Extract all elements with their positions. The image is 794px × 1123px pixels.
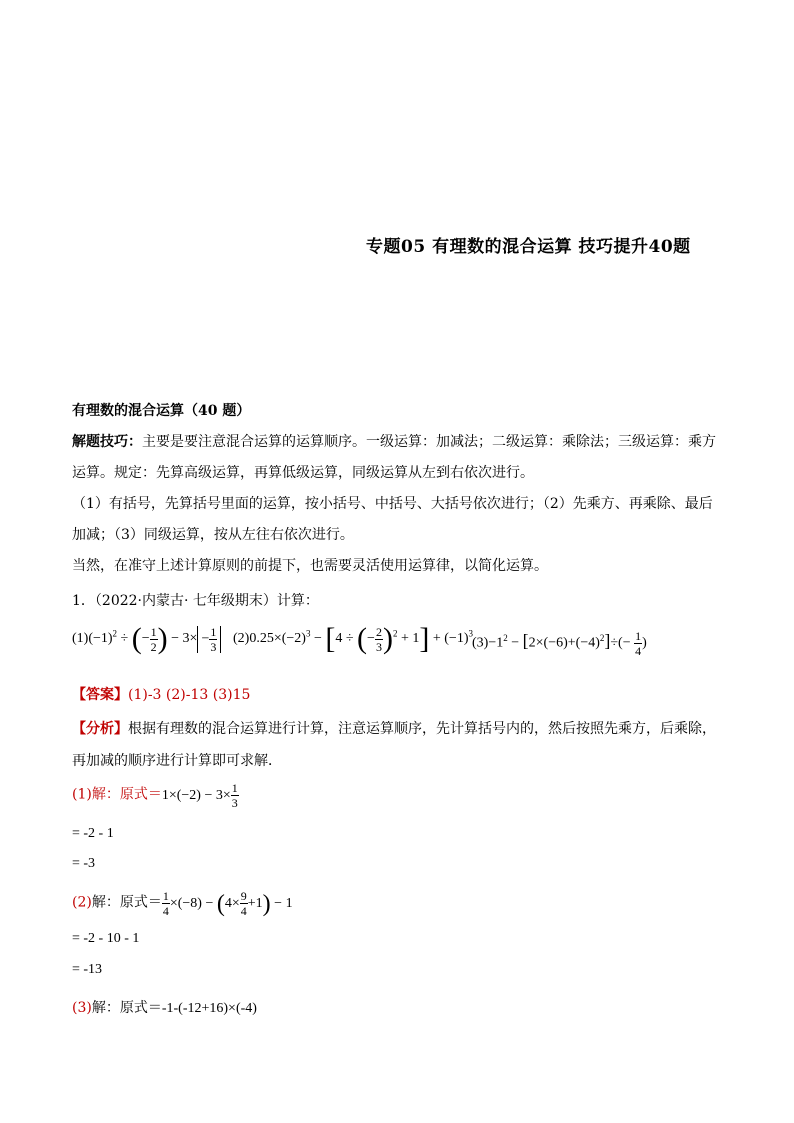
tips-label: 解题技巧：: [72, 434, 142, 450]
solution-2-line: (2)解：原式＝ $\frac{1}{4}$ ×(−8) − (4× $\frac{9}{4}$ +1) − 1: [72, 889, 293, 918]
solution-3-label: (3): [72, 1000, 92, 1016]
solution-3-label-rest: 解：原式＝: [91, 1000, 162, 1016]
solution-1-step-1: = -2 - 1: [72, 826, 114, 841]
solution-1-label: (1)解：原式＝: [72, 786, 162, 803]
analysis-line-2: 再加减的顺序进行计算即可求解．: [72, 753, 282, 769]
section-heading: 有理数的混合运算（40 题）: [72, 403, 251, 419]
solution-2-step-2: = -13: [72, 962, 103, 977]
solution-1-step-2: = -3: [72, 856, 96, 871]
question-1-part-3: $(3)-1^2 - [2\times(-6)+(-4)^2]\div(-$ $\frac{1}{4}$ ): [472, 629, 647, 658]
solution-1-line: (1)解：原式＝1×(−2) − 3× $\frac{1}{3}$: [72, 781, 238, 810]
tips-text-1: 主要是要注意混合运算的运算顺序。一级运算：加减法；二级运算：乘除法；三级运算：乘方: [142, 434, 716, 450]
tips-line-2: 运算。规定：先算高级运算，再算低级运算，同级运算从左到右依次进行。: [72, 465, 534, 481]
tips-line-3: （1）有括号，先算括号里面的运算，按小括号、中括号、大括号依次进行；（2）先乘方、再乘除、最后: [72, 496, 713, 512]
analysis-line-1: [72, 718, 716, 738]
tips-line-4: 加减；（3）同级运算，按从左往右依次进行。: [72, 527, 354, 543]
analysis-label: 【分析】: [72, 721, 128, 737]
tips-line-5: 当然，在准守上述计算原则的前提下，也需要灵活使用运算律，以简化运算。: [72, 558, 548, 574]
solution-2-step-1: = -2 - 10 - 1: [72, 931, 140, 946]
answer-line: [72, 684, 250, 704]
question-1-stem: 1．（2022·内蒙古· 七年级期末）计算：: [72, 593, 319, 609]
analysis-text-1: 根据有理数的混合运算进行计算，注意运算顺序，先计算括号内的，然后按照先乘方，后乘除，: [128, 721, 716, 737]
question-1-part-1: $(1)(-1)^2$ ÷ (− $\frac{1}{2}$ ) − 3× − $\frac{1}{3}$: [72, 624, 221, 654]
answer-text: (1)-3 (2)-13 (3)15: [128, 687, 251, 703]
page-title: 专题05 有理数的混合运算 技巧提升40题: [366, 237, 691, 257]
answer-label: 【答案】: [72, 687, 128, 703]
solution-3-line: [72, 997, 257, 1017]
solution-2-label-rest: 解：原式＝: [91, 894, 162, 911]
solution-2-label: (2): [72, 894, 92, 911]
tips-line-1: [72, 431, 716, 451]
question-1-part-2: $(2)0.25\times(-2)^3 - [4$ ÷ (− $\frac{2}{3}$ )$^2 + 1] + (-1)^3$: [233, 622, 473, 655]
solution-3-expr: -1-(-12+16)×(-4): [161, 1001, 257, 1016]
